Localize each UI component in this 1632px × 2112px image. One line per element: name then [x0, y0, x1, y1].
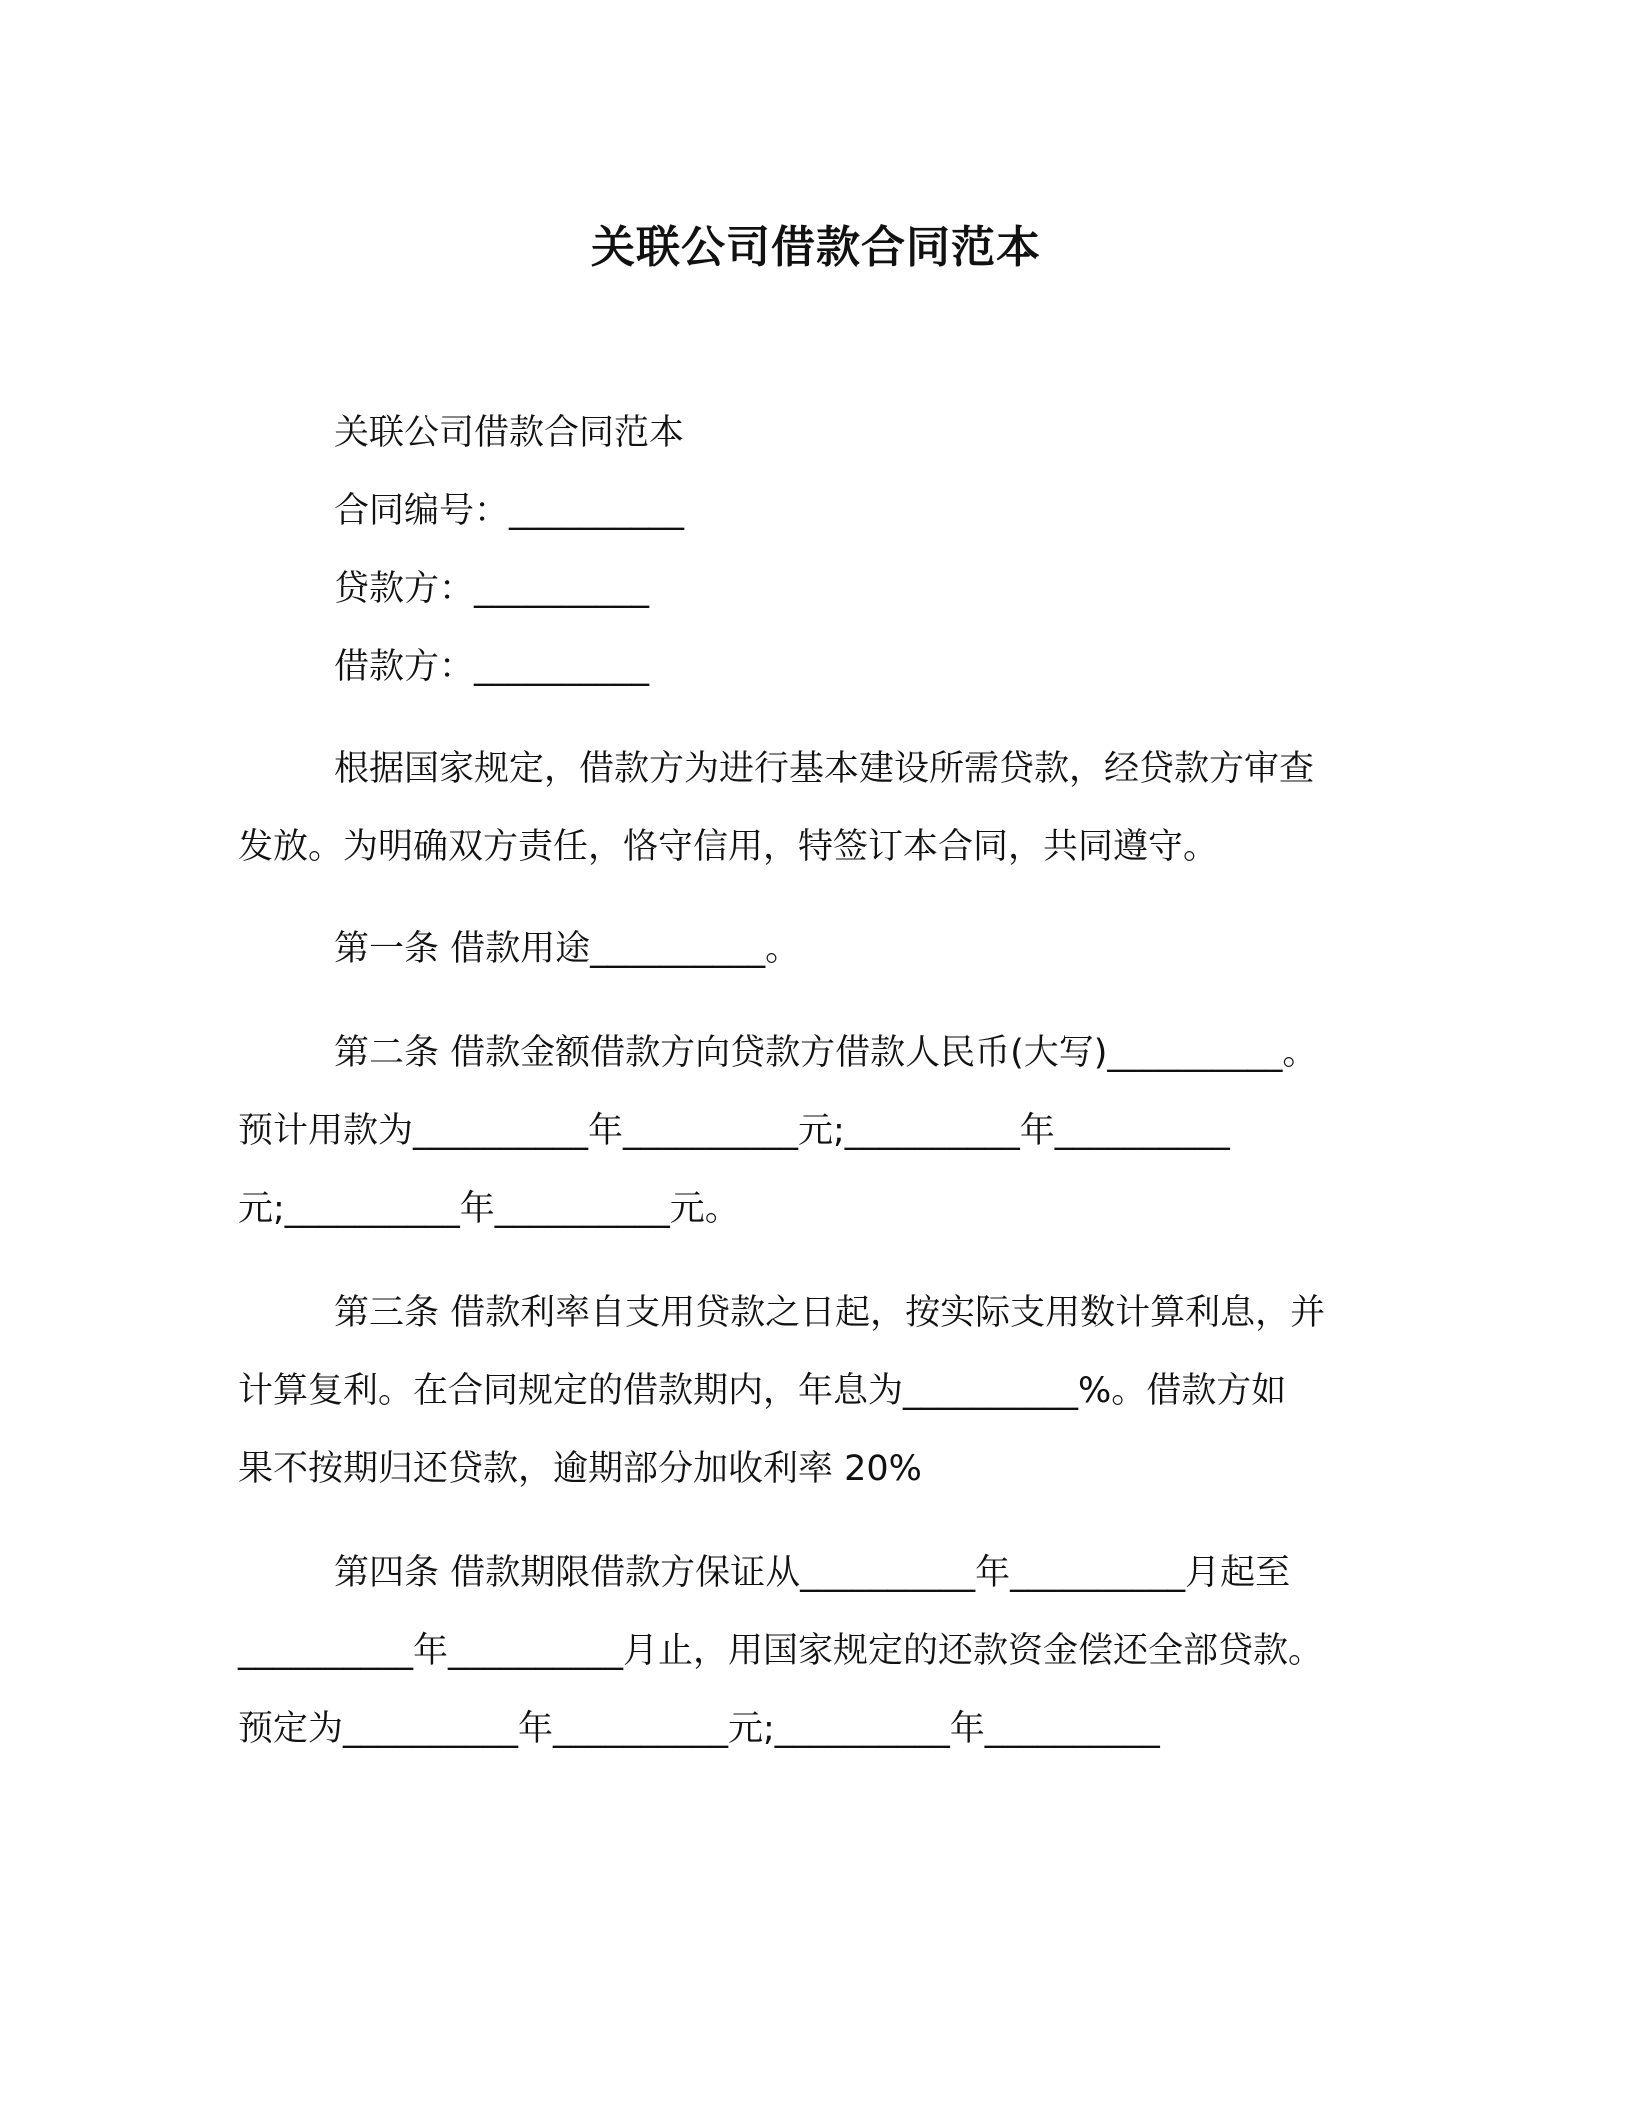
article-1: 第一条 借款用途__________。 — [334, 929, 801, 969]
contract-number-field: 合同编号：__________ — [334, 491, 685, 531]
paragraph-gap — [238, 1508, 1408, 1534]
intro-paragraph-line: 发放。为明确双方责任，恪守信用，特签订本合同，共同遵守。 — [238, 827, 1219, 867]
article-2-line: 元;__________年__________元。 — [238, 1189, 740, 1229]
article-2-line: 第二条 借款金额借款方向贷款方借款人民币(大写)__________。 — [334, 1033, 1318, 1073]
paragraph-gap — [238, 886, 1408, 910]
article-3-line: 果不按期归还贷款，逾期部分加收利率 20% — [238, 1449, 922, 1489]
document-title: 关联公司借款合同范本 — [591, 222, 1041, 273]
paragraph-gap — [238, 706, 1408, 730]
article-4-line: 第四条 借款期限借款方保证从__________年__________月起至 — [334, 1553, 1291, 1593]
lender-field: 贷款方：__________ — [334, 569, 650, 609]
article-4-line: 预定为__________年__________元;__________年__________ — [238, 1709, 1160, 1749]
intro-paragraph-line: 根据国家规定，借款方为进行基本建设所需贷款，经贷款方审查 — [334, 749, 1315, 789]
article-3-line: 计算复利。在合同规定的借款期内，年息为__________%。借款方如 — [238, 1371, 1287, 1411]
document-body — [238, 394, 1408, 1768]
paragraph-gap — [238, 988, 1408, 1014]
article-3-line: 第三条 借款利率自支用贷款之日起，按实际支用数计算利息，并 — [334, 1293, 1326, 1333]
paragraph-gap — [238, 1248, 1408, 1274]
article-2-line: 预计用款为__________年__________元;__________年__________ — [238, 1111, 1230, 1151]
borrower-field: 借款方：__________ — [334, 647, 650, 687]
document-subtitle: 关联公司借款合同范本 — [334, 413, 685, 453]
article-4-line: __________年__________月止，用国家规定的还款资金偿还全部贷款。 — [238, 1631, 1324, 1671]
